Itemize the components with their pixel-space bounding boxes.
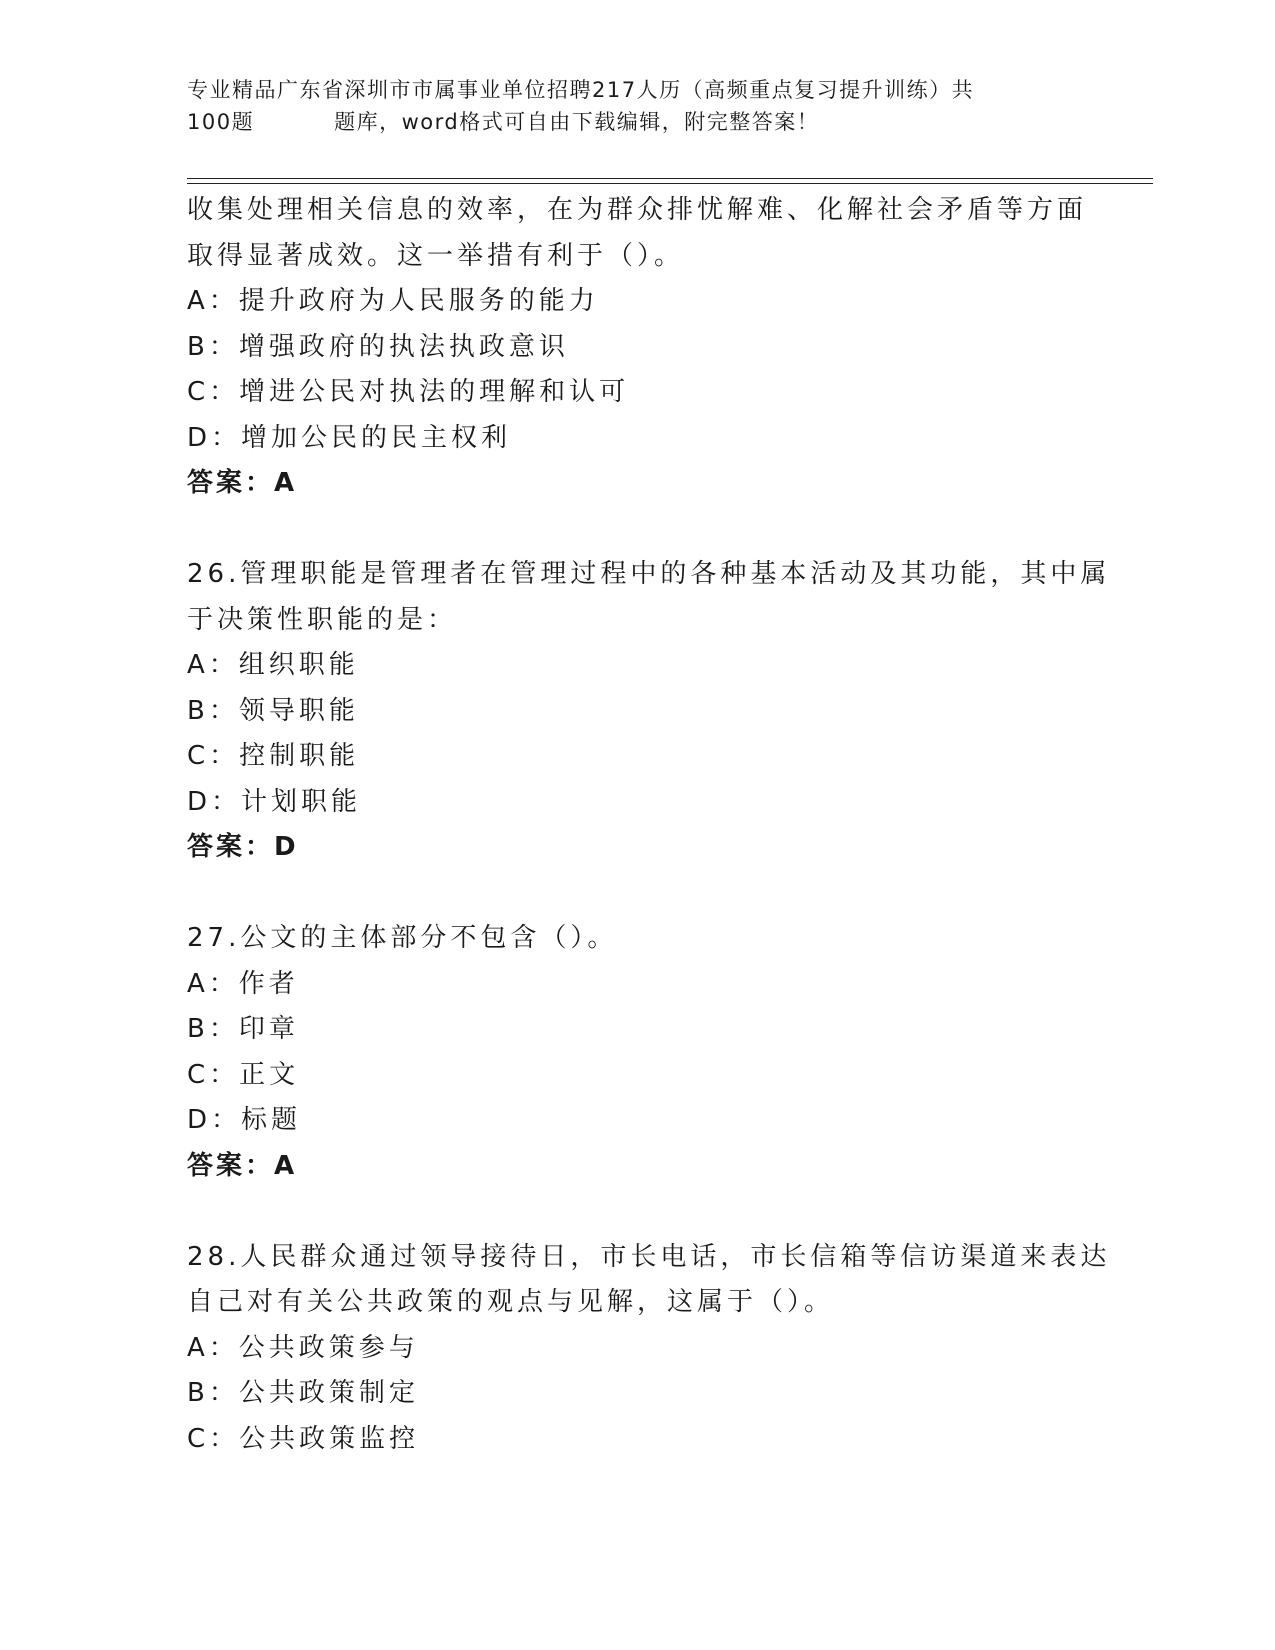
header-divider-bottom: [187, 183, 1153, 184]
option-d: D：标题: [187, 1105, 302, 1135]
header-line-2: [187, 106, 1087, 138]
answer: 答案：A: [187, 1150, 298, 1181]
question-stem-line: 取得显著成效。这一举措有利于（）。: [187, 240, 685, 271]
option-a: A：组织职能: [187, 650, 359, 680]
answer: 答案：A: [187, 468, 298, 498]
question-stem-line: 收集处理相关信息的效率，在为群众排忧解难、化解社会矛盾等方面: [187, 195, 1088, 225]
question-25-continued: [187, 188, 1087, 507]
option-d: D：增加公民的民主权利: [187, 422, 512, 453]
header-line-1: 专业精品广东省深圳市市属事业单位招聘217人历（高频重点复习提升训练）共: [187, 78, 975, 102]
question-stem-line: 自己对有关公共政策的观点与见解，这属于（）。: [187, 1287, 835, 1317]
option-a: A：作者: [187, 968, 299, 999]
header-line-2-part-1: 100题: [187, 110, 255, 134]
option-c: C：控制职能: [187, 741, 360, 771]
question-27: [187, 916, 1087, 1189]
option-b: B：增强政府的执法执政意识: [187, 331, 569, 362]
question-list: [187, 188, 1111, 1462]
answer: 答案：D: [187, 832, 299, 862]
option-c: C：正文: [187, 1059, 300, 1090]
question-stem-line: 于决策性职能的是：: [187, 604, 458, 635]
question-stem-line: 27.公文的主体部分不包含（）。: [187, 923, 618, 953]
question-28: [187, 1235, 1111, 1463]
option-c: C：公共政策监控: [187, 1423, 420, 1454]
header-line-2-part-2: 题库，word格式可自由下载编辑，附完整答案！: [334, 110, 820, 134]
option-a: A：公共政策参与: [187, 1332, 419, 1363]
option-d: D：计划职能: [187, 786, 362, 817]
option-b: B：印章: [187, 1014, 299, 1044]
question-stem-line: 28.人民群众通过领导接待日，市长电话，市长信箱等信访渠道来表达: [187, 1241, 1111, 1272]
option-b: B：公共政策制定: [187, 1378, 419, 1408]
option-b: B：领导职能: [187, 695, 359, 726]
question-26: [187, 552, 1111, 871]
option-a: A：提升政府为人民服务的能力: [187, 286, 599, 316]
option-c: C：增进公民对执法的理解和认可: [187, 377, 630, 407]
document-header: [187, 74, 1087, 138]
question-stem-line: 26.管理职能是管理者在管理过程中的各种基本活动及其功能，其中属: [187, 559, 1111, 589]
header-divider-top: [187, 178, 1153, 179]
